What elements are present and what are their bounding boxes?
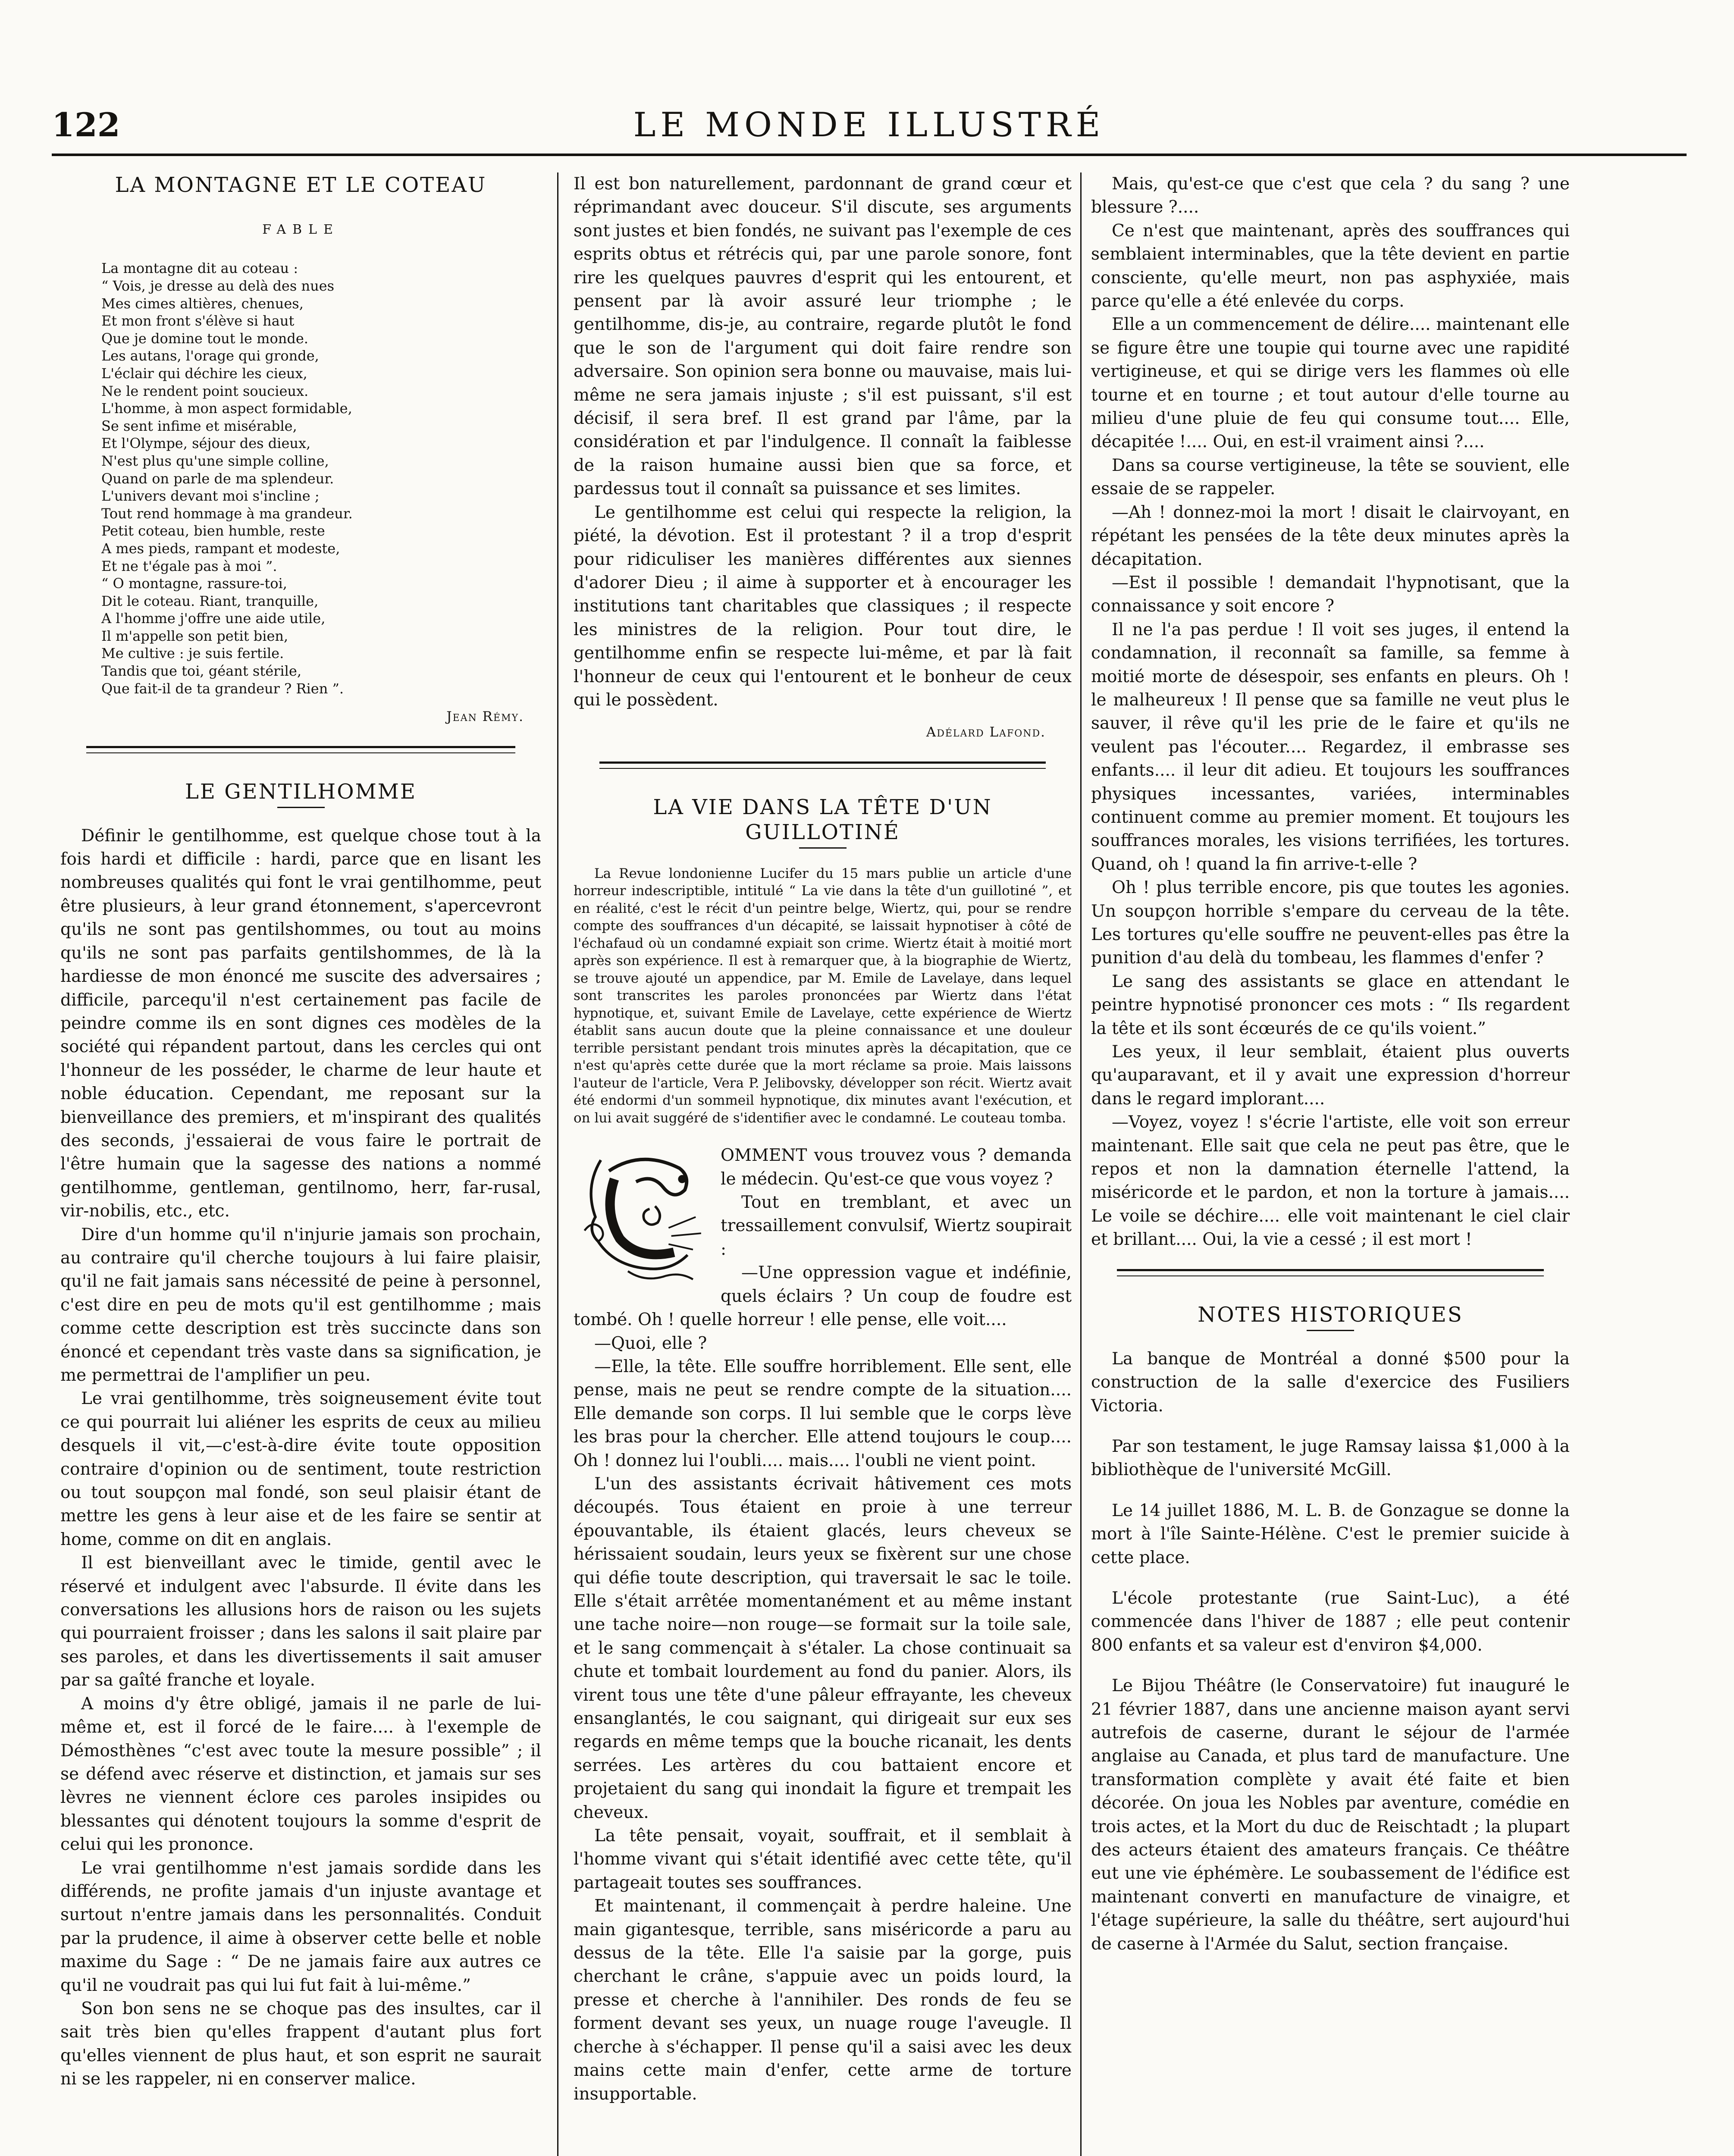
- poem-line: Tandis que toi, géant stérile,: [101, 663, 301, 680]
- note-item: Le 14 juillet 1886, M. L. B. de Gonzague se donne la mort à l'île Sainte-Hélène. C'est le premier suicide à cette place.: [1091, 1501, 1570, 1567]
- header-rule: [52, 154, 1687, 156]
- section-rule: [1117, 1269, 1544, 1276]
- paragraph: Il ne l'a pas perdue ! Il voit ses juges, il entend la condamnation, il reconnaît sa famille, sa femme à moitié morte de désespoir, ses enfants en pleurs. Oh ! le malheureux ! Il pense que sa famille ne veut plus le sauver, il rêve qu'il les prie de le faire et qu'ils ne veulent pas l'écouter.... Regardez, il embrasse ses enfants.... il leur dit adieu. Et toujours les souffrances physiques incessantes, variées, interminables continuent comme au premier moment. Et toujours les souffrances morales, les visions terrifiées, les tortures. Quand, oh ! quand la fin arrive-t-elle ?: [1091, 620, 1570, 874]
- paragraph: L'un des assistants écrivait hâtivement ces mots découpés. Tous étaient en proie à une terreur épouvantable, ils étaient glacés, leurs cheveux se hérissaient soudain, leurs yeux se fixèrent sur une chose qui défie toute description, qui traversait le sac le toile. Elle s'était arrêtée momentanément et au même instant une tache noire—non rouge—se formait sur la toile sale, et le sang commençait à s'étaler. La chose continuait sa chute et tombait lourdement au fond du panier. Alors, ils virent tous une tête d'une pâleur effrayante, les cheveux ensanglantés, le cou saignant, qui dirigeait sur eux ses regards en même temps que la bouche ricanait, les dents serrées. Les artères du cou battaient encore et projetaient du sang qui inondait la figure et trempait les cheveux.: [574, 1474, 1072, 1822]
- poem-line: L'homme, à mon aspect formidable,: [101, 400, 352, 417]
- poem-line: La montagne dit au coteau :: [101, 260, 298, 277]
- paragraph: Tout en tremblant, et avec un tressaillement convulsif, Wiertz soupirait :: [721, 1193, 1072, 1259]
- poem-line: Ne le rendent point soucieux.: [101, 382, 309, 399]
- title-rule: [799, 847, 847, 849]
- poem-line: Quand on parle de ma splendeur.: [101, 470, 334, 487]
- paragraph: Dire d'un homme qu'il n'injurie jamais son prochain, au contraire qu'il cherche toujours à lui faire plaisir, qu'il ne fait jamais sans nécessité de peine à personnel, c'est dire en peu de mots qu'il est gentilhomme ; mais comme cette description est très succincte dans son énoncé et cependant très vaste dans sa signification, je me permettrai de l'amplifier un peu.: [60, 1225, 541, 1385]
- paragraph: Il est bienveillant avec le timide, gentil avec le réservé et indulgent avec l'absurde. Il évite dans les conversations les allusions hors de raison ou les sujets qui pourraient froisser ; dans les salons il sait plaire par ses paroles, et dans les divertissements il sait amuser par sa gaîté franche et loyale.: [60, 1553, 541, 1690]
- paragraph: —Quoi, elle ?: [594, 1333, 707, 1353]
- column-divider-2: [1080, 172, 1082, 2156]
- paragraph: Son bon sens ne se choque pas des insultes, car il sait très bien qu'elles frappent d'autant plus fort qu'elles viennent de plus haut, et son esprit ne saurait ni se les rappeler, ni en conserver malice.: [60, 1999, 541, 2089]
- fable-title: LA MONTAGNE ET LE COTEAU: [115, 173, 487, 197]
- poem-line: Tout rend hommage à ma grandeur.: [101, 505, 353, 522]
- poem-line: Et l'Olympe, séjour des dieux,: [101, 435, 311, 452]
- title-rule: [277, 807, 325, 808]
- fable-kicker: FABLE: [262, 222, 339, 237]
- note-item: L'école protestante (rue Saint-Luc), a été commencée dans l'hiver de 1887 ; elle peut contenir 800 enfants et sa valeur est d'environ $4,000.: [1091, 1588, 1570, 1655]
- paragraph: Le gentilhomme est celui qui respecte la religion, la piété, la dévotion. Est il protestant ? il a trop d'esprit pour ridiculiser les manières différentes aux siennes d'adorer Dieu ; il aime à supporter et à encourager les institutions tant charitables que classiques ; il respecte les ministres de la religion. Pour tout dire, le gentilhomme enfin se respecte lui-même, et par là fait l'honneur de ceux qui l'entourent et le bonheur de ceux qui le possèdent.: [574, 502, 1072, 710]
- dropcap-paragraph: [574, 1144, 1072, 1332]
- column-divider-1: [557, 172, 558, 2156]
- poem-line: Et mon front s'élève si haut: [101, 313, 295, 329]
- paragraph: Le sang des assistants se glace en attendant le peintre hypnotisé prononcer ces mots : “ Ils regardent la tête et ils sont écœurés de ce qu'ils voient.”: [1091, 971, 1570, 1038]
- poem-line: L'univers devant moi s'incline ;: [101, 488, 320, 505]
- poem-line: Les autans, l'orage qui gronde,: [101, 348, 319, 364]
- paragraph: —Voyez, voyez ! s'écrie l'artiste, elle voit son erreur maintenant. Elle sait que cela ne peut pas être, que le repos et non la damnation éternelle l'attend, la miséricorde et le pardon, et non la torture à jamais.... Le voile se déchire.... elle voit maintenant le ciel clair et brillant.... Oui, la vie a cessé ; il est mort !: [1091, 1112, 1570, 1250]
- section-rule: [86, 746, 515, 753]
- poem-line: Et ne t'égale pas à moi ”.: [101, 558, 277, 574]
- page-number: 122: [52, 106, 120, 144]
- paragraph: Le vrai gentilhomme, très soigneusement évite tout ce qui pourrait lui aliéner les esprits de ceux au milieu desquels il vit,—c'est-à-dire évite toute opposition contraire d'opinion ou de sentiment, toute restriction ou tout soupçon mal fondé, son seul plaisir étant de mettre les gens à leur aise et de les faire se sentir at home, comme on dit en anglais.: [60, 1389, 541, 1549]
- gentilhomme-title: LE GENTILHOMME: [185, 779, 417, 804]
- intro-paragraph: La Revue londonienne Lucifer du 15 mars publie un article d'une horreur indescriptible, intitulé “ La vie dans la tête d'un guillotiné ”, et en réalité, c'est le récit d'un peintre belge, Wiertz, qui, pour se rendre compte des souffrances d'un décapité, se laissait hypnotiser à côté de l'échafaud où un condamné expiait son crime. Wiertz était à moitié mort après son expérience. Il est à remarquer que, à la biographie de Wiertz, se trouve ajouté un appendice, par M. Emile de Lavelaye, dans lequel sont transcrites les paroles prononcées par Wiertz dans l'état hypnotique, et, suivant Emile de Lavelaye, cette expérience de Wiertz établit sans aucun doute que la pleine connaissance et une douleur terrible persistant pendant trois minutes après la décapitation, que ce n'est qu'après cette durée que la mort réclame sa proie. Mais laissons l'auteur de l'article, Vera P. Jelibovsky, développer son récit. Wiertz avait été endormi d'un sommeil hypnotique, dix minutes avant l'exécution, et on lui avait suggéré de s'identifier avec le condamné. Le couteau tomba.: [574, 865, 1072, 1126]
- guillotine-title: LA VIE DANS LA TÊTE D'UN GUILLOTINÉ: [653, 795, 992, 844]
- title-rule: [1307, 1330, 1354, 1331]
- poem-line: N'est plus qu'une simple colline,: [101, 452, 329, 469]
- paragraph: Ce n'est que maintenant, après des souffrances qui semblaient interminables, que la tête devient en partie consciente, qu'elle meurt, non pas asphyxiée, mais parce qu'elle a été enlevée du corps.: [1091, 221, 1570, 311]
- notes-title: NOTES HISTORIQUES: [1198, 1302, 1463, 1327]
- paragraph: A moins d'y être obligé, jamais il ne parle de lui-même et, est il forcé de le faire.... à l'exemple de Démosthènes “c'est avec toute la mesure possible” ; il se défend avec réserve et distinction, et jamais sur ses lèvres ne viennent éclore ces paroles insipides ou blessantes qui dénotent toujours la somme d'esprit de celui qui les prononce.: [60, 1694, 541, 1855]
- poem-line: Mes cimes altières, chenues,: [101, 295, 304, 312]
- paragraph: —Est il possible ! demandait l'hypnotisant, que la connaissance y soit encore ?: [1091, 573, 1570, 616]
- gentilhomme-author: Adélard Lafond.: [926, 724, 1046, 740]
- poem-line: Dit le coteau. Riant, tranquille,: [101, 592, 319, 609]
- poem-line: Me cultive : je suis fertile.: [101, 645, 284, 662]
- column-1: [60, 172, 541, 2091]
- ornamental-initial-icon: [574, 1147, 709, 1289]
- paragraph: Dans sa course vertigineuse, la tête se souvient, elle essaie de se rappeler.: [1091, 455, 1570, 499]
- poem-line: A l'homme j'offre une aide utile,: [101, 610, 326, 627]
- note-item: La banque de Montréal a donné $500 pour la construction de la salle d'exercice des Fusiliers Victoria.: [1091, 1349, 1570, 1416]
- poem-line: “ Vois, je dresse au delà des nues: [101, 278, 335, 294]
- column-2: [574, 172, 1072, 2106]
- paragraph: Oh ! plus terrible encore, pis que toutes les agonies. Un soupçon horrible s'empare du cerveau de la tête. Les tortures qu'elle souffre ne peuvent-elles pas être la punition d'au delà du tombeau, les flammes d'enfer ?: [1091, 878, 1570, 968]
- journal-title: LE MONDE ILLUSTRÉ: [633, 106, 1105, 144]
- poem-line: Se sent infime et misérable,: [101, 417, 297, 434]
- paragraph: Elle a un commencement de délire.... maintenant elle se figure être une toupie qui tourne avec une rapidité vertigineuse, et qui se dirige vers les flammes où elle tourne et en tourne ; et tout autour d'elle tourne au milieu d'une pluie de feu qui consume tout.... Elle, décapitée !.... Oui, en est-il vraiment ainsi ?....: [1091, 315, 1570, 452]
- paragraph: Il est bon naturellement, pardonnant de grand cœur et réprimandant avec douceur. S'il discute, ses arguments sont justes et bien fondés, ne suivant pas l'exemple de ces esprits obtus et rétrécis qui, par une parole sonore, font rire les quelques pauvres d'esprit qui les entourent, et pensent par là avoir assuré leur triomphe ; le gentilhomme, dis-je, au contraire, regarde plutôt le fond que le son de l'argument qui doit faire rendre son adversaire. Son opinion sera bonne ou mauvaise, mais lui-même ne sera jamais injuste ; s'il est puissant, s'il est décisif, il sera bref. Il est grand par l'âme, par la considération et par l'indulgence. Il connaît la faiblesse de la raison humaine aussi bien que sa force, et pardessus tout il connaît sa puissance et ses limites.: [574, 174, 1072, 499]
- poem-line: A mes pieds, rampant et modeste,: [101, 540, 340, 557]
- page-header: [52, 106, 1687, 153]
- fable-poem: [60, 260, 541, 697]
- poem-line: Petit coteau, bien humble, reste: [101, 523, 325, 539]
- paragraph: La tête pensait, voyait, souffrait, et il semblait à l'homme vivant qui s'était identifié avec cette tête, qu'il partageait toutes ses souffrances.: [574, 1826, 1072, 1893]
- fable-author: Jean Rémy.: [446, 709, 524, 725]
- paragraph: Le vrai gentilhomme n'est jamais sordide dans les différends, ne profite jamais d'un injuste avantage et surtout n'entre jamais dans les personnalités. Conduit par la prudence, il aime à observer cette belle et noble maxime du Sage : “ De ne jamais faire aux autres ce qu'il ne voudrait pas qui lui fut fait à lui-même.”: [60, 1858, 541, 1995]
- paragraph: —Ah ! donnez-moi la mort ! disait le clairvoyant, en répétant les pensées de la tête deux minutes après la décapitation.: [1091, 502, 1570, 569]
- column-3: [1091, 172, 1570, 1956]
- poem-line: Que je domine tout le monde.: [101, 330, 308, 347]
- note-item: Par son testament, le juge Ramsay laissa $1,000 à la bibliothèque de l'université McGill.: [1091, 1436, 1570, 1480]
- poem-line: Il m'appelle son petit bien,: [101, 627, 288, 644]
- paragraph: Mais, qu'est-ce que c'est que cela ? du sang ? une blessure ?....: [1091, 174, 1570, 217]
- poem-line: L'éclair qui déchire les cieux,: [101, 365, 307, 382]
- section-rule: [599, 761, 1046, 769]
- paragraph: Définir le gentilhomme, est quelque chose tout à la fois hardi et difficile : hardi, parce que en lisant les nombreuses qualités qui font le vrai gentilhomme, peut être plusieurs, à leur grand étonnement, s'apercevront qu'ils ne sont pas gentilshommes, ou tout au moins qu'ils ne sont pas parfaits gentilshommes, de là la hardiesse de mon énoncé me suscite des adversaires ; difficile, parcequ'il n'est certainement pas facile de peindre comme ils en sont dignes ces modèles de la société qui répandent partout, dans les cercles qui ont l'honneur de les posséder, le charme de leur haute et noble éducation. Cependant, me reposant sur la bienveillance des premiers, et m'inspirant des qualités des seconds, j'essaierai de vous faire le portrait de l'être humain que la sagesse des nations a nommé gentilhomme, gentleman, gentilnomo, herr, far-rusal, vir-nobilis, etc., etc.: [60, 826, 541, 1221]
- paragraph: OMMENT vous trouvez vous ? demanda le médecin. Qu'est-ce que vous voyez ?: [721, 1146, 1072, 1189]
- paragraph: Les yeux, il leur semblait, étaient plus ouverts qu'auparavant, et il y avait une expression d'horreur dans le regard implorant....: [1091, 1042, 1570, 1109]
- paragraph: —Une oppression vague et indéfinie, quels éclairs ? Un coup de foudre est tombé. Oh ! quelle horreur ! elle pense, elle voit....: [574, 1263, 1072, 1330]
- poem-line: “ O montagne, rassure-toi,: [101, 575, 287, 592]
- paragraph: —Elle, la tête. Elle souffre horriblement. Elle sent, elle pense, mais ne peut se rendre compte de la situation.... Elle demande son corps. Il lui semble que le corps lève les bras pour la chercher. Elle attend toujours le coup.... Oh ! donnez lui l'oubli.... mais.... l'oubli ne vient point.: [574, 1357, 1072, 1470]
- poem-line: Que fait-il de ta grandeur ? Rien ”.: [101, 680, 344, 697]
- note-item: Le Bijou Théâtre (le Conservatoire) fut inauguré le 21 février 1887, dans une ancienne maison ayant servi autrefois de caserne, durant le séjour de l'armée anglaise au Canada, et plus tard de manufacture. Une transformation complète y avait été faite et bien décorée. On joua les Nobles par aventure, comédie en trois actes, et la Mort du duc de Reischtadt ; la plupart des acteurs étaient des amateurs français. Ce théâtre eut une vie éphémère. Le soubassement de l'édifice est maintenant converti en manufacture de vinaigre, et l'étage supérieure, la salle du théâtre, sert aujourd'hui de caserne à l'Armée du Salut, section française.: [1091, 1676, 1570, 1954]
- paragraph: Et maintenant, il commençait à perdre haleine. Une main gigantesque, terrible, sans miséricorde a paru au dessus de la tête. Elle l'a saisie par la gorge, puis cherchant le crâne, s'appuie avec un poids lourd, la presse et cherche à l'annihiler. Des ronds de feu se forment devant ses yeux, un nuage rouge l'aveugle. Il cherche à s'échapper. Il pense qu'il a saisi avec les deux mains cette main d'enfer, cette arme de torture insupportable.: [574, 1896, 1072, 2104]
